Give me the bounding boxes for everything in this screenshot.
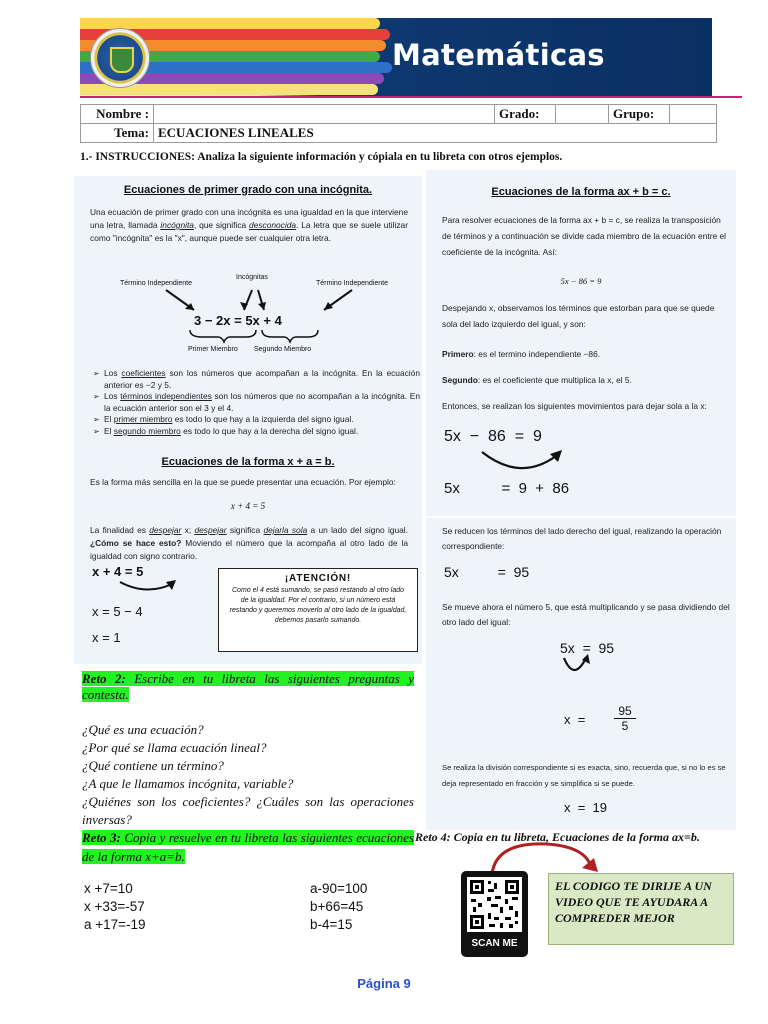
move-arrow xyxy=(116,576,180,594)
qr-label: SCAN ME xyxy=(471,938,518,949)
right-p1: Para resolver ecuaciones de la forma ax + b = c, se realiza la transposición de términos y a continuación se divide cada miembro de la ecuación entre el coeficiente de la incógnita. Así: xyxy=(442,215,726,257)
question-item: ¿Por qué se llama ecuación lineal? xyxy=(82,740,267,755)
grado-field[interactable] xyxy=(556,105,609,124)
forma-paragraph: Es la forma más sencilla en la que se puede presentar una ecuación. Por ejemplo: xyxy=(90,477,396,487)
grupo-field[interactable] xyxy=(670,105,717,124)
reto3-left-equations xyxy=(84,880,146,934)
right-p6: Se realiza la división correspondiente si es exacta, sino, recuerda que, si no lo es se deja representado en fracción y se simplifica si se puede. xyxy=(442,763,726,788)
section-title-ax-b-c: Ecuaciones de la forma ax + b = c. xyxy=(491,186,671,198)
equation-item: a +17=-19 xyxy=(84,917,146,932)
student-info-table xyxy=(80,104,717,143)
question-item: ¿A que le llamamos incógnita, variable? xyxy=(82,776,294,791)
grado-label: Grado: xyxy=(495,105,556,124)
atencion-box xyxy=(218,568,418,652)
reto4-heading: Reto 4: Copia en tu libreta, Ecuaciones de la forma ax=b. xyxy=(415,830,700,844)
fraction: 95 5 xyxy=(614,704,636,733)
right-eq3: 5x = 95 xyxy=(444,564,530,580)
intro-paragraph: Una ecuación de primer grado con una incógnita es una igualdad en la que interviene una letra, llamada incógnita, que significa desconocida. La letra que se suele utilizar como "incógnita" es la "x", aunque puede ser cualquier otra letra. xyxy=(90,207,409,243)
step-2: x = 5 − 4 xyxy=(92,604,143,619)
equation-item: b+66=45 xyxy=(310,899,364,914)
label-termino-independiente-left: Término Independiente xyxy=(120,280,192,287)
right-info-panel-bottom xyxy=(426,518,736,830)
right-big-eq2: 5x = 9 + 86 xyxy=(444,480,570,497)
tema-value: ECUACIONES LINEALES xyxy=(154,124,717,143)
reto2-questions xyxy=(82,721,414,829)
right-eq4: 5x = 95 xyxy=(560,640,615,656)
reto2-heading: Reto 2: Escribe en tu libreta las siguientes preguntas y contesta. xyxy=(82,671,414,702)
finalidad-paragraph: La finalidad es despejar x; despejar significa dejarla sola a un lado del signo igual. ¿Cómo se hace esto? Moviendo el número que la acompaña al otro lado de la igualdad con signo contrario. xyxy=(90,525,408,561)
grupo-label: Grupo: xyxy=(609,105,670,124)
header-banner xyxy=(80,18,712,96)
equation-item: a-90=100 xyxy=(310,881,368,896)
list-item: ➢ Los términos independientes son los números que no acompañan a la incógnita. En la ecuación anterior son el 3 y el 4. xyxy=(104,391,420,414)
list-item: ➢ Los coeficientes son los números que acompañan a la incógnita. En la ecuación anterior es −2 y 5. xyxy=(104,368,420,391)
equation-item: b-4=15 xyxy=(310,917,353,932)
right-p5: Se mueve ahora el número 5, que está multiplicando y se pasa dividiendo del otro lado del igual: xyxy=(442,602,730,627)
atencion-text: Como el 4 está sumando, se pasó restando al otro lado de la igualdad. Por el contrario, si un número está restando y queremos moverlo al otro lado de la igualdad, debemos pasarlo sumando. xyxy=(229,587,407,624)
nombre-label: Nombre : xyxy=(81,105,154,124)
page-number: Página 9 xyxy=(357,976,411,991)
qr-code-icon xyxy=(467,877,522,932)
instructions: 1.- INSTRUCCIONES: Analiza la siguiente información y cópiala en tu libreta con otros ejemplos. xyxy=(80,151,563,163)
tema-label: Tema: xyxy=(81,124,154,143)
question-item: ¿Quiénes son los coeficientes? ¿Cuáles son las operaciones inversas? xyxy=(82,794,414,827)
right-p2: Despejando x, observamos los términos que estorban para que se quede sola del lado izquierdo del igual, y son: xyxy=(442,303,715,329)
page-title: Matemáticas xyxy=(392,38,605,72)
step-3: x = 1 xyxy=(92,630,121,645)
diagram-equation: 3 − 2x = 5x + 4 xyxy=(194,313,282,328)
list-item: ➢ El segundo miembro es todo lo que hay a la derecha del signo igual. xyxy=(104,426,420,438)
right-p3: Entonces, se realizan los siguientes movimientos para dejar sola a la x: xyxy=(442,401,707,411)
equation-item: x +7=10 xyxy=(84,881,133,896)
header-divider xyxy=(80,96,742,98)
nombre-field[interactable] xyxy=(154,105,495,124)
definitions-list xyxy=(92,368,420,437)
equation-item: x +33=-57 xyxy=(84,899,145,914)
school-logo xyxy=(90,28,150,88)
label-incognitas: Incógnitas xyxy=(236,274,268,281)
right-primero: Primero: es el termino independiente −86. xyxy=(442,349,601,359)
reto3-heading: Reto 3: Copia y resuelve en tu libreta las siguientes ecuaciones de la forma x+a=b. xyxy=(82,830,414,864)
right-eq5: x = 19 xyxy=(564,800,607,815)
member-braces xyxy=(188,328,328,344)
label-primer-miembro: Primer Miembro xyxy=(188,346,238,353)
section-title-x-a-b: Ecuaciones de la forma x + a = b. xyxy=(161,456,335,468)
question-item: ¿Qué es una ecuación? xyxy=(82,722,204,737)
label-termino-independiente-right: Término Independiente xyxy=(316,280,388,287)
step-1: x + 4 = 5 xyxy=(92,564,144,579)
label-segundo-miembro: Segundo Miembro xyxy=(254,346,312,353)
divide-arrow xyxy=(556,654,596,680)
question-item: ¿Qué contiene un término? xyxy=(82,758,224,773)
list-item: ➢ El primer miembro es todo lo que hay a la izquierda del signo igual. xyxy=(104,414,420,426)
video-note: EL CODIGO TE DIRIJE A UN VIDEO QUE TE AYUDARA A COMPREDER MEJOR xyxy=(548,873,734,945)
right-p4: Se reducen los términos del lado derecho del igual, realizando la operación correspondiente: xyxy=(442,526,722,551)
transpose-arrow xyxy=(476,446,566,470)
section-title-primer-grado: Ecuaciones de primer grado con una incógnita. xyxy=(123,184,373,196)
example-equation: x + 4 = 5 xyxy=(230,501,266,511)
right-big-eq1: 5x − 86 = 9 xyxy=(444,428,542,445)
right-segundo: Segundo: es el coeficiente que multiplica la x, el 5. xyxy=(442,375,632,385)
qr-code[interactable] xyxy=(461,871,528,957)
reto3-right-equations xyxy=(310,880,367,934)
fraction-lhs: x = xyxy=(564,712,586,727)
atencion-title: ¡ATENCIÓN! xyxy=(284,573,352,584)
right-info-panel-top xyxy=(426,170,736,516)
right-eq1: 5x − 86 = 9 xyxy=(560,276,602,286)
